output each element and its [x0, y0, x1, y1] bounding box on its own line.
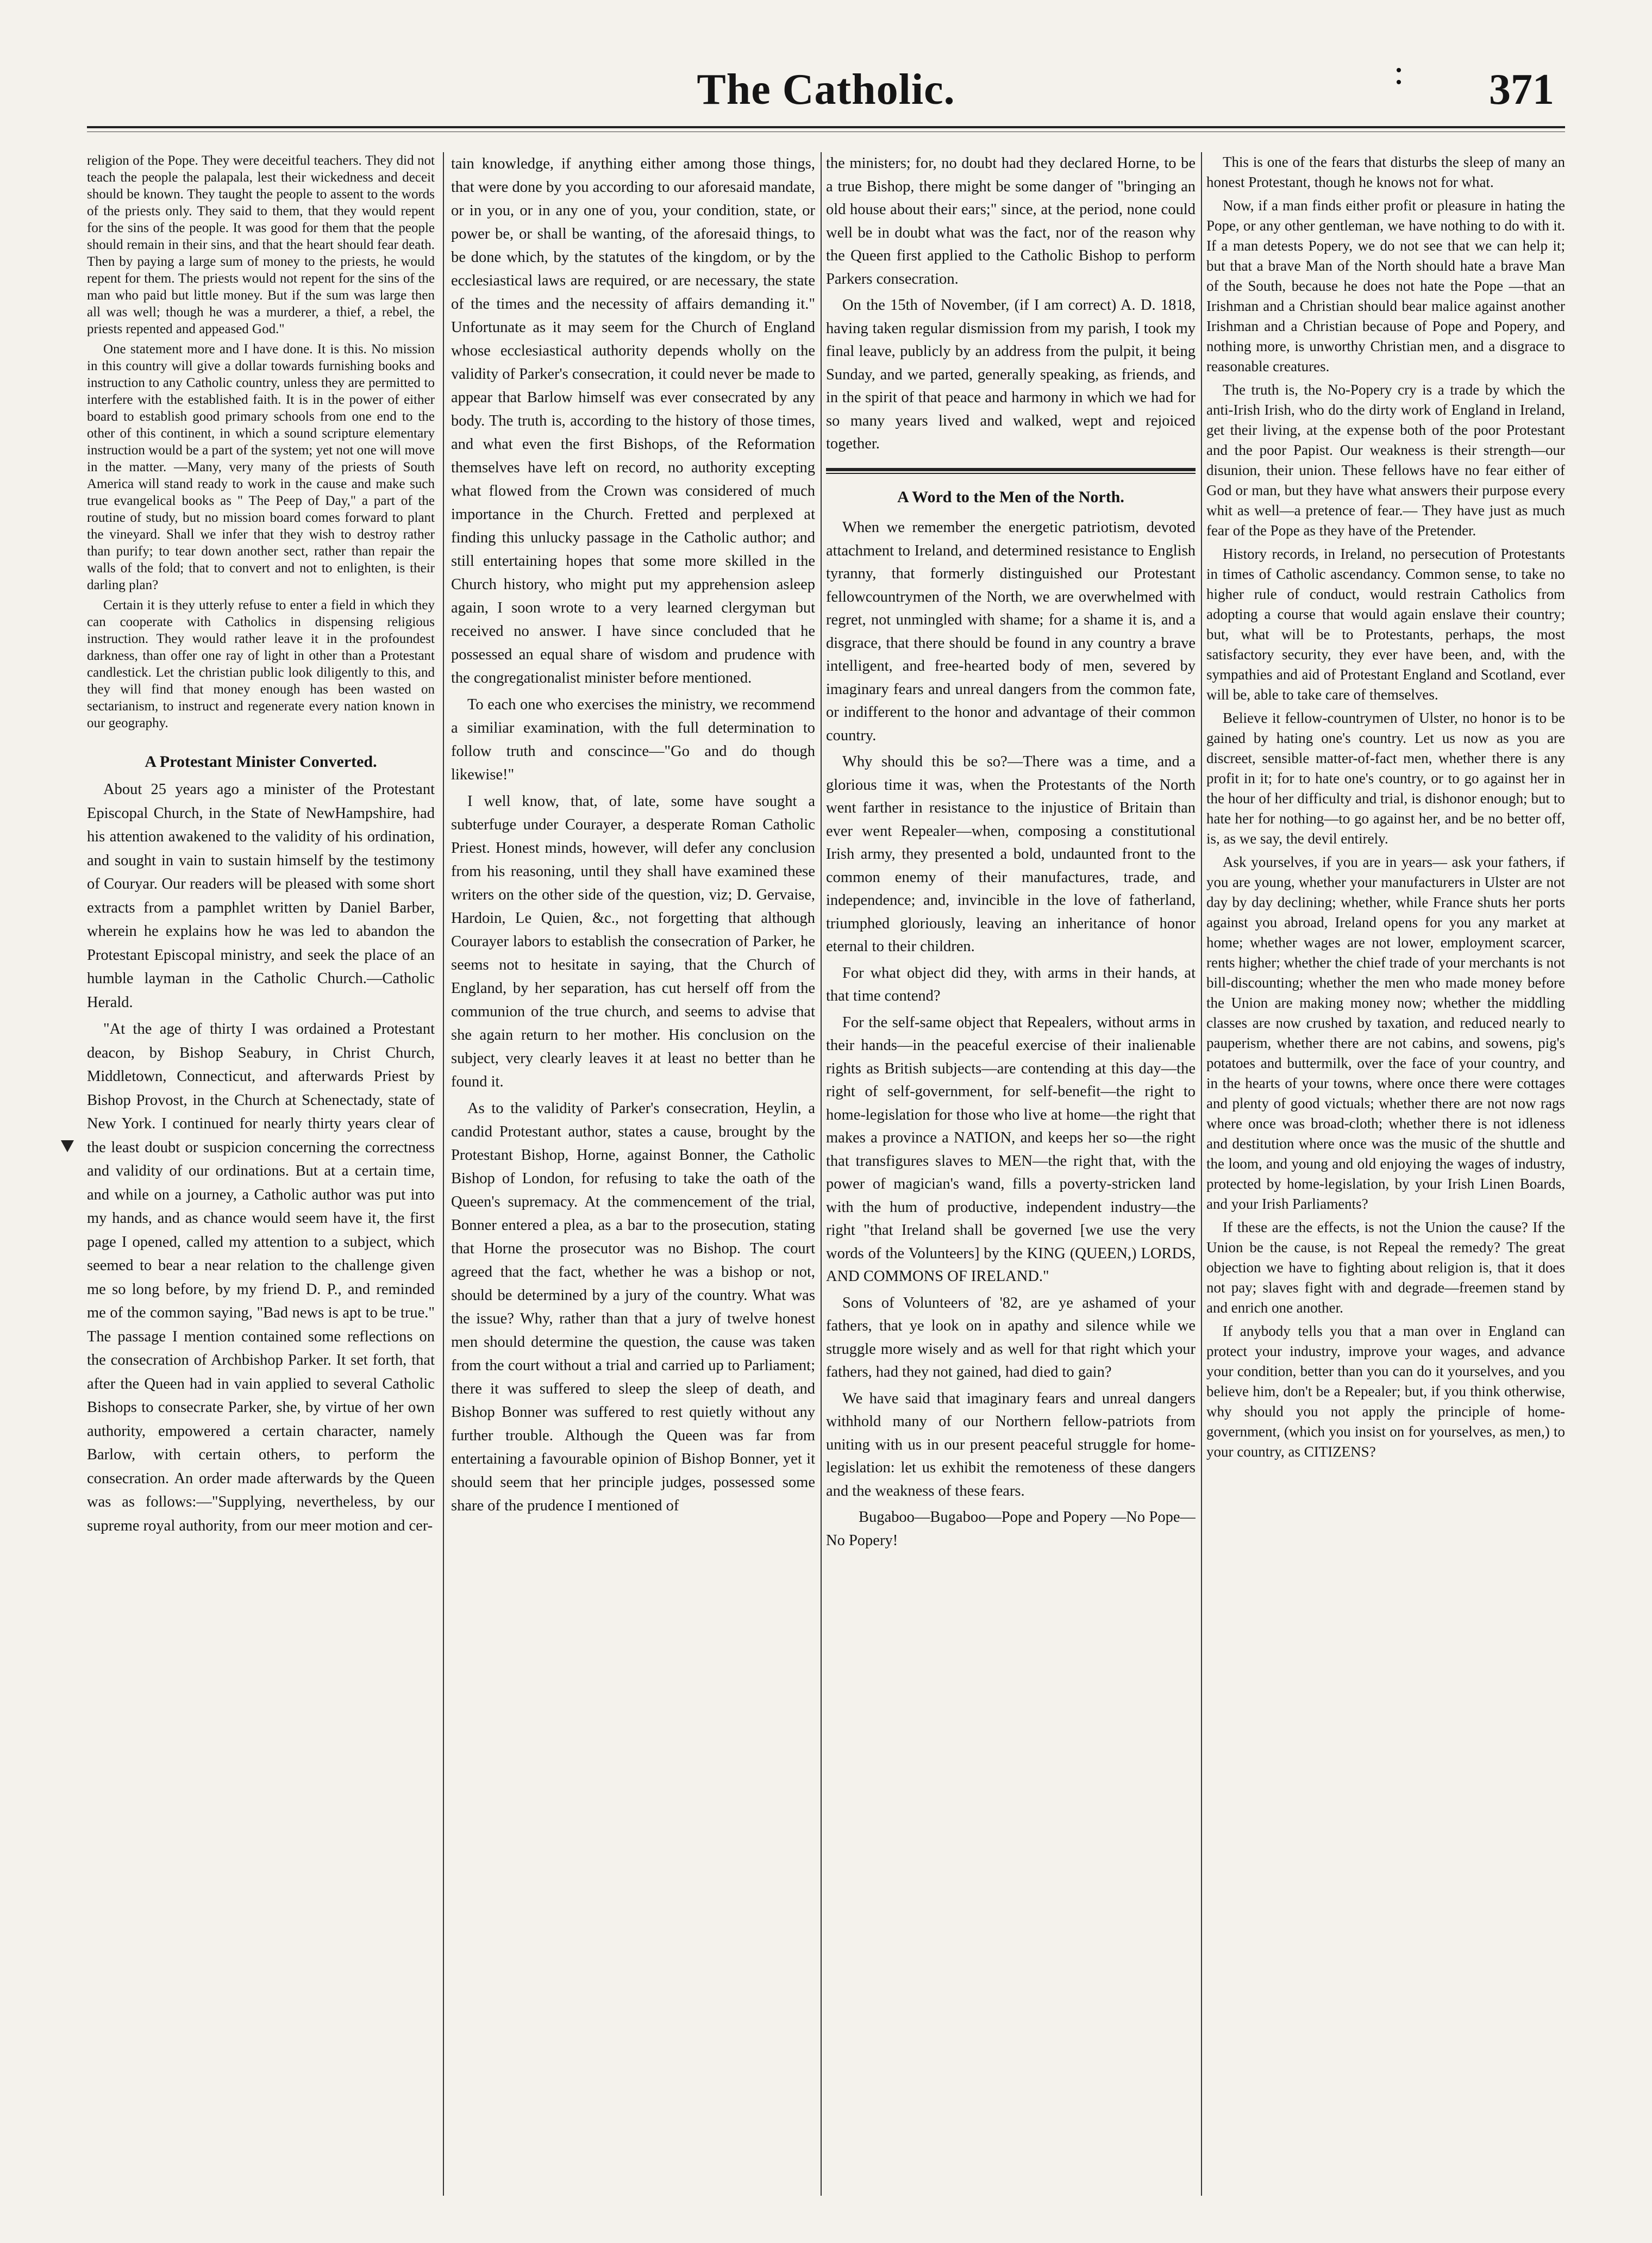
article-paragraph: tain knowledge, if anything either among those things, that were done by you according to our aforesaid mandate, or in you, or in any one of you, your condition, state, or power be, or shall be wanting, of the aforesaid things, to be done which, by the statutes of the kingdom, or by the ecclesiastical laws are required, or are necessary, the state of the times and the necessity of affairs demanding it." Unfortunate as it may seem for the Church of England whose ecclesiastical authority depends wholly on the validity of Parker's consecration, it could never be made to appear that Barlow himself was ever consecrated by any body. The truth is, according to the history of those times, and what even the first Bishops, of the Reformation themselves have left on record, no authority excepting what flowed from the Crown was considered of much importance in the Church. Fretted and perplexed at finding this unlucky passage in the Catholic author; and still entertaining hopes that some more skilled in the Church history, who might put my apprehension asleep again, I soon wrote to a very learned clergyman but received no answer. I have since concluded that he possessed an equal share of wisdom and prudence with the congregationalist minister before mentioned.: [451, 155, 815, 686]
header-rule: [87, 126, 1565, 128]
article-paragraph: religion of the Pope. They were deceitful teachers. They did not teach the people the palapala, lest their wickedness and deceit should be known. They taught the people to assent to the words of the priests only. They said to them, that they would repent for the sins of the people. It was good for them that the people should remain in their sins, and that the heart should fear death. Then by paying a large sum of money to the priests, he would repent for them. The priests would not repent for the sins of the man who paid but little money. But if the sum was large then all was well; though he was a murderer, a thief, a rebel, the priests repented and appeased God.": [87, 153, 435, 336]
column-4: [1206, 152, 1565, 2196]
article-paragraph: Believe it fellow-countrymen of Ulster, no honor is to be gained by hating one's country. Let us now as you are discreet, sensible matter-of-fact men, whether there is any profit in it; for to hate one's country, or to go against her in the hour of her difficulty and trial, is dishonor enough; but to hate her for nothing—to go against her, and be no better off, is, as we say, the devil entirely.: [1206, 710, 1565, 847]
column-divider: [1201, 152, 1202, 2196]
article-paragraph: About 25 years ago a minister of the Protestant Episcopal Church, in the State of NewHampshire, had his attention awakened to the validity of his ordination, and sought in vain to sustain himself by the testimony of Couryar. Our readers will be pleased with some short extracts from a pamphlet written by Daniel Barber, wherein he explains how he was led to abandon the Protestant Episcopal ministry, and seek the place of an humble layman in the Catholic Church.—Catholic Herald.: [87, 781, 435, 1011]
article-paragraph: For the self-same object that Repealers, without arms in their hands—in the peaceful exercise of their inalienable rights as British subjects—are contending at this day—the right of self-government, for self-benefit—the right to home-legislation for those who live at home—the right that makes a province a NATION, and keeps her so—the right that transfigures slaves to MEN—the right that, with the power of magician's wand, fills a poverty-stricken land with the hum of productive, independent industry—the right "that Ireland shall be governed [we use the very words of the Volunteers] by the KING (QUEEN,) LORDS, AND COMMONS OF IRELAND.": [826, 1014, 1196, 1285]
article-paragraph: For what object did they, with arms in their hands, at that time contend?: [826, 964, 1196, 1004]
printer-mark: [1397, 68, 1402, 101]
article-paragraph: We have said that imaginary fears and unreal dangers withhold many of our Northern fellow-patriots from uniting with us in our present peaceful struggle for home-legislation: let us exhibit the remoteness of these dangers and the weakness of these fears.: [826, 1390, 1196, 1500]
page-number: 371: [1489, 66, 1554, 114]
article-paragraph: When we remember the energetic patriotism, devoted attachment to Ireland, and determined resistance to English tyranny, that formerly distinguished our Protestant fellowcountrymen of the North, we are overwhelmed with regret, not unmingled with shame; for a shame it is, and a disgrace, that there should be found in any country a brave intelligent, and free-hearted body of men, severed by imaginary fears and unreal dangers from the common fate, or indifferent to the honor and advantage of their common country.: [826, 519, 1196, 744]
article-paragraph: the ministers; for, no doubt had they declared Horne, to be a true Bishop, there might be some danger of "bringing an old house about their ears;" since, at the period, none could well be in doubt what was the fact, nor of the reason why the Queen first applied to the Catholic Bishop to perform Parkers consecration.: [826, 155, 1196, 288]
section-divider: [826, 468, 1196, 474]
article-paragraph: I well know, that, of late, some have sought a subterfuge under Courayer, a desperate Roman Catholic Priest. Honest minds, however, will defer any conclusion from his reasoning, until they shall have examined these writers on the other side of the question, viz; D. Gervaise, Hardoin, Le Quien, &c., not forgetting that although Courayer labors to establish the consecration of Parker, he seems not to hesitate in saying, that the Church of England, by her separation, has cut herself off from the communion of the true church, and seems to advise that she again return to her mother. His conclusion on the subject, very clearly leaves it at least no better than he found it.: [451, 793, 815, 1090]
article-heading: A Protestant Minister Converted.: [145, 753, 377, 771]
article-paragraph: On the 15th of November, (if I am correct) A. D. 1818, having taken regular dismission from my parish, I took my final leave, publicly by an address from the pulpit, it being Sunday, and we parted, generally speaking, as friends, and in the spirit of that peace and harmony in which we had for so many years lived and walked, wept and rejoiced together.: [826, 297, 1196, 452]
column-divider: [443, 152, 444, 2196]
article-paragraph: Certain it is they utterly refuse to enter a field in which they can cooperate with Catholics in dispensing religious instruction. They would rather leave it in the profoundest darkness, than offer one ray of light in other than a Protestant candlestick. Let the christian public look diligently to this, and they will find that money enough has been wasted on sectarianism, to instruct and regenerate every nation known in our geography.: [87, 598, 435, 730]
column-divider: [821, 152, 822, 2196]
page-title: The Catholic.: [697, 66, 955, 114]
column-2: [451, 152, 815, 2196]
article-paragraph: Sons of Volunteers of '82, are ye ashamed of your fathers, that ye look on in apathy and silence while we struggle more wisely and as well for that right which your fathers, had they not gained, had died to gain?: [826, 1294, 1196, 1380]
article-paragraph: History records, in Ireland, no persecution of Protestants in times of Catholic ascendancy. Common sense, to take no higher rule of conduct, would restrain Catholics from adopting a course that would again enslave their country; but, what will be to Protestants, perhaps, the most satisfactory security, they ever have been, and, with the sympathies and aid of Protestant England and Scotland, ever will be, able to take care of themselves.: [1206, 546, 1565, 703]
article-paragraph: One statement more and I have done. It is this. No mission in this country will give a dollar towards furnishing books and instruction to any Catholic country, unless they are permitted to interfere with the established faith. It is in the power of either board to establish good primary schools from one end to the other of this continent, in which a sound scripture elementary instruction would be a part of the system; yet not one will move in the matter. —Many, very many of the priests of South America will stand ready to work in the cause and make such true evangelical books as " The Peep of Day," a part of the routine of study, but no mission board comes forward to plant the vineyard. Shall we infer that they wish to destroy rather than purify; to tear down another sect, rather than repair the walls of the fold; that to convert and not to enlighten, is their darling plan?: [87, 342, 435, 592]
article-paragraph: As to the validity of Parker's consecration, Heylin, a candid Protestant author, states a cause, brought by the Protestant Bishop, Horne, against Bonner, the Catholic Bishop of London, for refusing to take the oath of the Queen's supremacy. At the commencement of the trial, Bonner entered a plea, as a bar to the prosecution, stating that Horne the prosecutor was no Bishop. The court agreed that the fact, whether he was a bishop or not, should be determined by a jury of the country. What was the issue? Why, rather than that a jury of twelve honest men should determine the question, the cause was taken from the court without a trial and carried up to Parliament; there it was suffered to sleep the sleep of death, and Bishop Bonner was suffered to rest quietly without any further trouble. Although the Queen was far from entertaining a favourable opinion of Bishop Bonner, yet it should seem that her principle judges, possessed some share of the prudence I mentioned of: [451, 1100, 815, 1514]
article-paragraph: "At the age of thirty I was ordained a Protestant deacon, by Bishop Seabury, in Christ Church, Middletown, Connecticut, and afterwards Priest by Bishop Provost, in the Church at Schenectady, state of New York. I continued for nearly thirty years clear of the least doubt or suspicion concerning the correctness and validity of our ordinations. But at a certain time, and while on a journey, a Catholic author was put into my hands, and as chance would seem have it, the first page I opened, called my attention to a subject, which seemed to bear a near relation to the challenge given me so long before, by my friend D. P., and reminded me of the common saying, "Bad news is apt to be true." The passage I mention contained some reflections on the consecration of Archbishop Parker. It set forth, that after the Queen had in vain applied to several Catholic Bishops to consecrate Parker, she, by virtue of her own authority, empowered a certain character, namely Barlow, with certain others, to perform the consecration. An order made afterwards by the Queen was as follows:—"Supplying, nevertheless, by our supreme royal authority, from our meer motion and cer-: [87, 1021, 435, 1534]
article-paragraph: If anybody tells you that a man over in England can protect your industry, improve your wages, and advance your condition, better than you can do it yourselves, and you believe him, don't be a Repealer; but, if you think otherwise, why should you not apply the principle of home-government, (which you insist on for yourselves, as men,) to your country, as CITIZENS?: [1206, 1323, 1565, 1460]
column-1: [87, 152, 435, 2196]
column-3: [826, 152, 1196, 2196]
article-paragraph: This is one of the fears that disturbs the sleep of many an honest Protestant, though he knows not for what.: [1206, 154, 1565, 190]
article-paragraph: If these are the effects, is not the Union the cause? If the Union be the cause, is not Repeal the remedy? The great objection we have to fighting about religion is, that it does not pay; slaves fight with and degrade—freemen stand by and enrich one another.: [1206, 1219, 1565, 1316]
margin-arrow-icon: [61, 1140, 74, 1152]
article-paragraph: Bugaboo—Bugaboo—Pope and Popery —No Pope—No Popery!: [826, 1509, 1196, 1549]
article-paragraph: Why should this be so?—There was a time, and a glorious time it was, when the Protestants of the North went farther in resistance to the injustice of Britain than ever went Repealer—when, composing a constitutional Irish army, they presented a bold, undaunted front to the common enemy of their manufactures, trade, and independence; and, invincible in the love of fatherland, triumphed gloriously, leaving an inheritance of honor eternal to their children.: [826, 753, 1196, 955]
article-paragraph: To each one who exercises the ministry, we recommend a similiar examination, with the full determination to follow truth and conscince—"Go and do though likewise!": [451, 696, 815, 783]
article-paragraph: The truth is, the No-Popery cry is a trade by which the anti-Irish Irish, who do the dirty work of England in Ireland, get their living, at the expense both of the poor Protestant and the poor Papist. Our weakness is their strength—our disunion, their union. These fellows have no fear either of God or man, but they have what answers their purpose every whit as well—a pretence of fear.— They have just as much fear of the Pope as they have of the Pretender.: [1206, 382, 1565, 539]
article-heading: A Word to the Men of the North.: [897, 488, 1124, 506]
article-paragraph: Ask yourselves, if you are in years— ask your fathers, if you are young, whether your manufacturers in Ulster are not day by day declining; whether, while France shuts her ports against you abroad, Ireland opens for you any market at home; whether wages are not lower, employment scarcer, rents higher; whether the chief trade of your merchants is not bill-discounting; whether the men who made money before the Union are making money now; whether the middling classes are now crushed by taxation, and reduced nearly to pauperism, whether there are not cabins, and sowens, pig's potatoes and buttermilk, over the face of your country, and in the hearts of your towns, where once there were cottages and plenty of good victuals; whether there are not now rags where once was broad-cloth; whether there is not idleness and destitution where once was the music of the shuttle and the loom, and young and old enjoying the wages of industry, protected by home-legislation, by your Irish Linen Boards, and your Irish Parliaments?: [1206, 854, 1565, 1212]
masthead: [87, 65, 1565, 125]
article-paragraph: Now, if a man finds either profit or pleasure in hating the Pope, or any other gentleman, we have nothing to do with it. If a man detests Popery, we do not see that we can help it; but that a brave Man of the North should hate a brave Man of the South, because he does not hate the Pope —that an Irishman and a Christian should bear malice against another Irishman and a Christian because of Pope and Popery, and nothing more, is unworthy Christian men, and a disgrace to reasonable creatures.: [1206, 197, 1565, 374]
